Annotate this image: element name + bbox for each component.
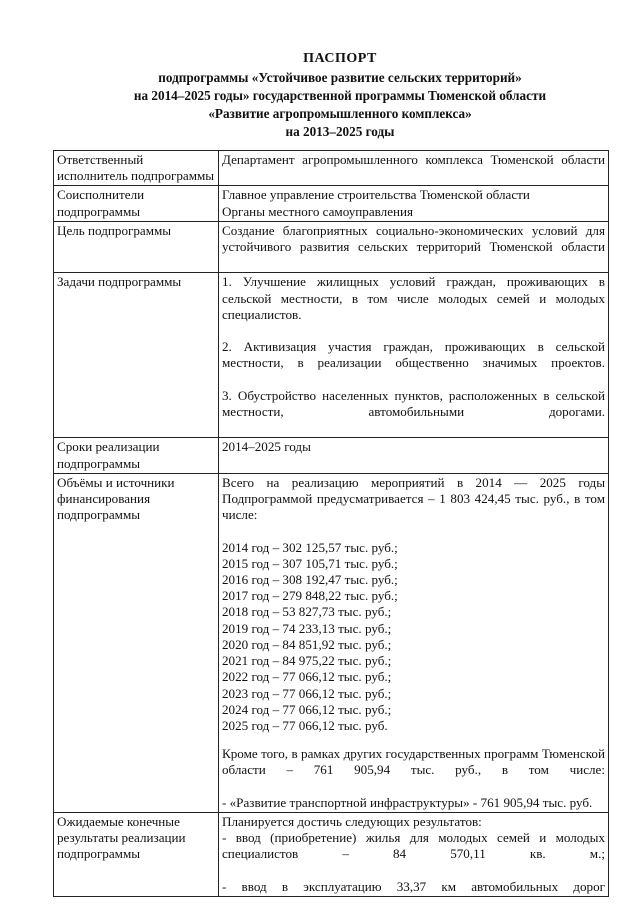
table-row xyxy=(54,221,609,273)
header-line-3: «Развитие агропромышленного комплекса» xyxy=(208,106,472,121)
financing-intro: Всего на реализацию мероприятий в 2014 — 2025 годы Подпрограммой предусматривается – 1 803 424,45 тыс. руб., в том числе: xyxy=(222,474,605,523)
financing-year: 2022 год – 77 066,12 тыс. руб.; xyxy=(222,669,392,685)
result-item: - ввод (приобретение) жилья для молодых семей и молодых специалистов – 84 570,11 кв. м.; xyxy=(222,830,605,862)
financing-year: 2021 год – 84 975,22 тыс. руб.; xyxy=(222,653,392,669)
row-value: Органы местного самоуправления xyxy=(222,203,414,219)
table-row xyxy=(54,812,609,896)
financing-year: 2015 год – 307 105,71 тыс. руб.; xyxy=(222,555,398,571)
row-value-cell xyxy=(219,186,609,221)
row-label: Задачи подпрограммы xyxy=(54,273,219,438)
row-value-cell xyxy=(219,473,609,812)
financing-year: 2017 год – 279 848,22 тыс. руб.; xyxy=(222,588,398,604)
financing-year: 2024 год – 77 066,12 тыс. руб.; xyxy=(222,701,392,717)
financing-year: 2023 год – 77 066,12 тыс. руб.; xyxy=(222,685,392,701)
row-label: Сроки реализации подпрограммы xyxy=(54,438,219,473)
header-line-1: подпрограммы «Устойчивое развитие сельских территорий» xyxy=(158,70,522,85)
row-value: Главное управление строительства Тюменской области xyxy=(222,187,530,203)
financing-year: 2025 год – 77 066,12 тыс. руб. xyxy=(222,717,388,733)
passport-table xyxy=(53,150,609,897)
task-item: 2. Активизация участия граждан, проживающих в сельской местности, в реализации общественно значимых проектов. xyxy=(222,339,605,371)
task-item: 1. Улучшение жилищных условий граждан, проживающих в сельской местности, в том числе молодых семей и молодых специалистов. xyxy=(222,274,605,322)
row-value: Департамент агропромышленного комплекса Тюменской области xyxy=(219,151,609,186)
task-item: 3. Обустройство населенных пунктов, расположенных в сельской местности, автомобильными дорогами. xyxy=(222,387,605,420)
table-row xyxy=(54,273,609,438)
table-row xyxy=(54,473,609,812)
row-label: Ответственный исполнитель подпрограммы xyxy=(54,151,219,186)
row-value-cell xyxy=(219,812,609,896)
financing-year: 2020 год – 84 851,92 тыс. руб.; xyxy=(222,636,392,652)
document-header xyxy=(40,50,640,141)
table-row xyxy=(54,151,609,186)
header-line-2: на 2014–2025 годы» государственной программы Тюменской области xyxy=(133,88,547,103)
document-title: ПАСПОРТ xyxy=(303,51,377,66)
table-row xyxy=(54,438,609,473)
row-label: Цель подпрограммы xyxy=(54,221,219,273)
table-row xyxy=(54,186,609,221)
financing-extra-item: - «Развитие транспортной инфраструктуры» - 761 905,94 тыс. руб. xyxy=(222,794,593,810)
row-value-cell xyxy=(219,273,609,438)
row-value: 2014–2025 годы xyxy=(219,438,609,473)
results-intro: Планируется достичь следующих результатов: xyxy=(222,813,482,829)
row-value: Создание благоприятных социально-экономических условий для устойчивого развития сельских территорий Тюменской области xyxy=(219,221,609,273)
row-label: Объёмы и источники финансирования подпрограммы xyxy=(54,473,219,812)
financing-year: 2018 год – 53 827,73 тыс. руб.; xyxy=(222,604,392,620)
row-label: Соисполнители подпрограммы xyxy=(54,186,219,221)
financing-year: 2016 год – 308 192,47 тыс. руб.; xyxy=(222,572,398,588)
financing-year: 2014 год – 302 125,57 тыс. руб.; xyxy=(222,539,398,555)
financing-year: 2019 год – 74 233,13 тыс. руб.; xyxy=(222,620,392,636)
row-label: Ожидаемые конечные результаты реализации подпрограммы xyxy=(54,812,219,896)
financing-extra: Кроме того, в рамках других государственных программ Тюменской области – 761 905,94 тыс. руб., в том числе: xyxy=(222,746,605,778)
result-item: - ввод в эксплуатацию 33,37 км автомобильных дорог xyxy=(222,878,605,894)
header-line-4: на 2013–2025 годы xyxy=(285,124,395,139)
